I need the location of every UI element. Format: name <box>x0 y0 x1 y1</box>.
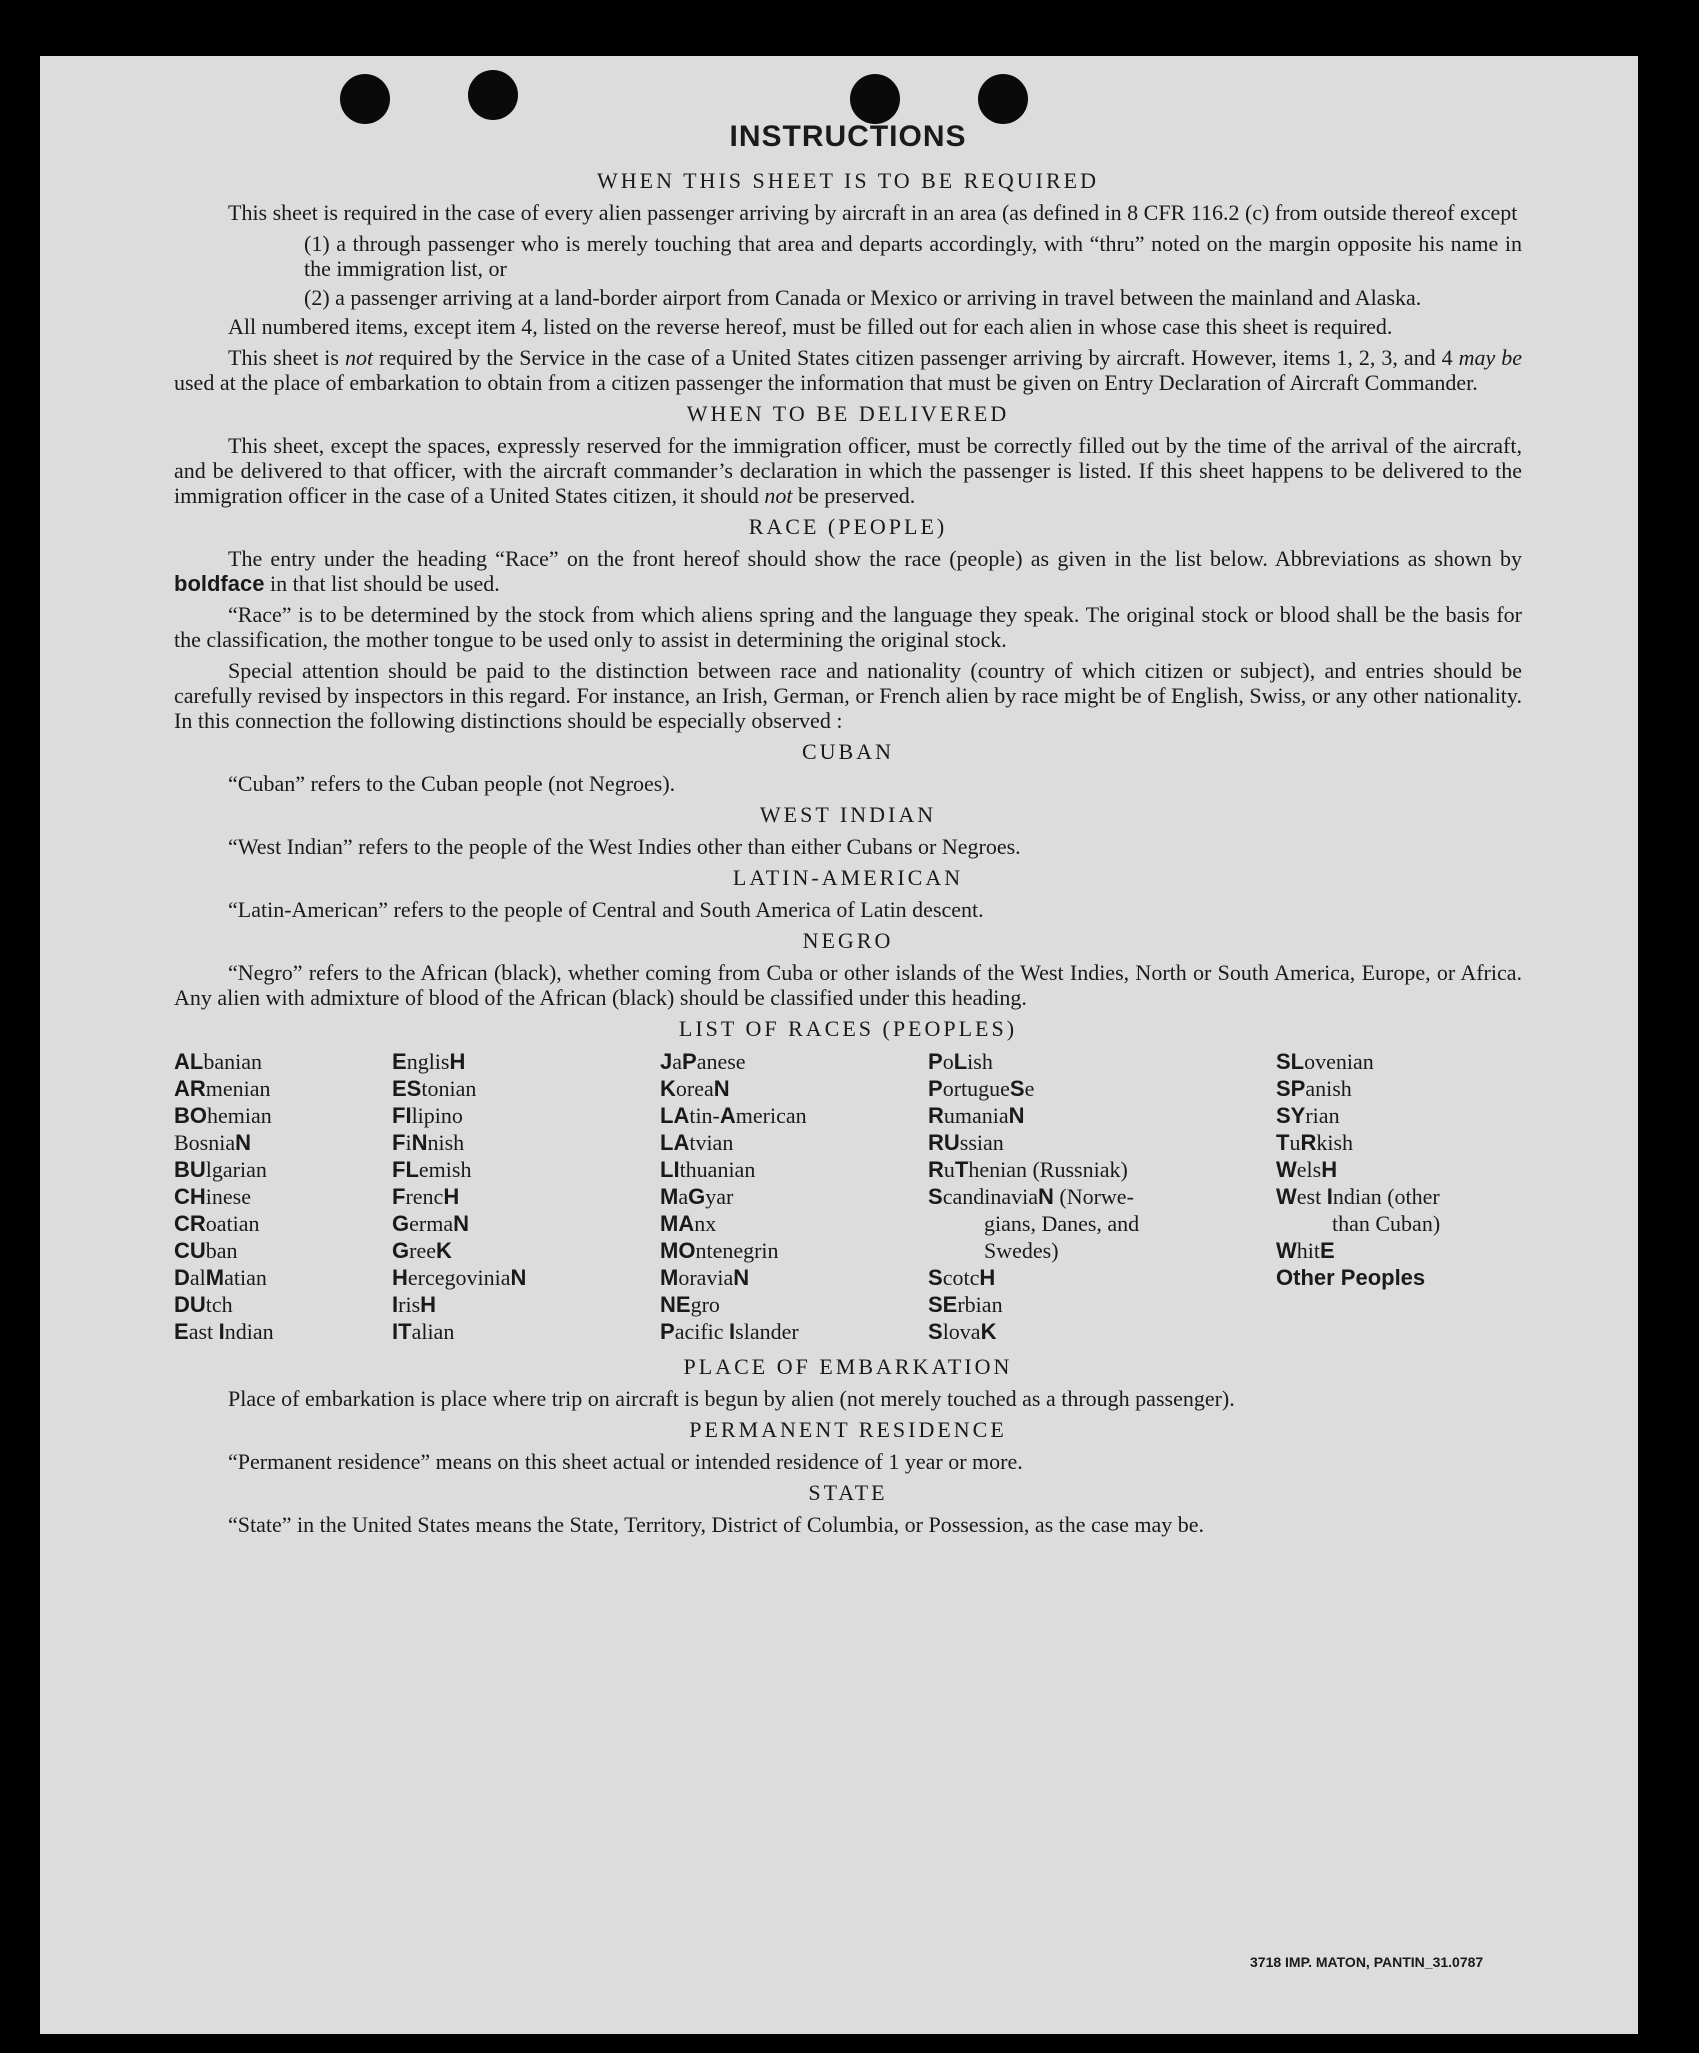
race-entry: SYrian <box>1276 1103 1340 1128</box>
heading-delivered: WHEN TO BE DELIVERED <box>686 401 1010 426</box>
race-entry: EStonian <box>392 1076 477 1101</box>
race-entry: KoreaN <box>660 1076 730 1101</box>
race-entry: SPanish <box>1276 1076 1352 1101</box>
race-entry: Pacific Islander <box>660 1319 799 1344</box>
race-entry: SLovenian <box>1276 1049 1374 1074</box>
required-paragraph-1: This sheet is required in the case of every alien passenger arriving by aircraft in an area (as defined in 8 CFR 116.2 (c) from outside thereof except <box>228 200 1518 225</box>
race-entry: East Indian <box>174 1319 274 1344</box>
required-item-1: (1) a through passenger who is merely touching that area and departs accordingly, with “thru” noted on the margin opposite his name in the immigration list, or <box>304 231 1522 281</box>
race-entry: CHinese <box>174 1184 251 1209</box>
race-column-1 <box>174 1048 274 1345</box>
race-paragraph-1: The entry under the heading “Race” on the front hereof should show the race (people) as given in the list below. Abbreviations as shown by boldface in that list should be used. <box>174 546 1522 596</box>
race-entry: ITalian <box>392 1319 455 1344</box>
heading-negro: NEGRO <box>802 928 894 953</box>
page-title: INSTRUCTIONS <box>729 120 967 153</box>
race-entry: West Indian (other <box>1276 1184 1440 1209</box>
heading-permanent-residence: PERMANENT RESIDENCE <box>689 1417 1007 1442</box>
race-entry: GermaN <box>392 1211 469 1236</box>
race-entry: LIthuanian <box>660 1157 756 1182</box>
race-entry: BUlgarian <box>174 1157 267 1182</box>
race-entry: DUtch <box>174 1292 233 1317</box>
race-entry: FiNnish <box>392 1130 465 1155</box>
race-entry: WelsH <box>1276 1157 1338 1182</box>
permanent-residence-definition: “Permanent residence” means on this sheet actual or intended residence of 1 year or more. <box>228 1449 1023 1474</box>
document-sheet <box>40 56 1638 2034</box>
race-entry: ScotcH <box>928 1265 996 1290</box>
heading-cuban: CUBAN <box>801 739 894 764</box>
race-entry: JaPanese <box>660 1049 746 1074</box>
race-entry: RUssian <box>928 1130 1004 1155</box>
race-paragraph-3: Special attention should be paid to the distinction between race and nationality (country of which citizen or subject), and entries should be carefully revised by inspectors in this regard. For instance, an Irish, German, or French alien by race might be of English, Swiss, or any other nationality. In this connection the following distinctions should be especially observed : <box>174 658 1522 733</box>
race-entry: ScandinaviaN (Norwe- <box>928 1184 1134 1209</box>
race-entry: CRoatian <box>174 1211 260 1236</box>
punch-hole <box>850 74 900 124</box>
race-entry: NEgro <box>660 1292 720 1317</box>
race-entry: FrencH <box>392 1184 460 1209</box>
race-entry: Other Peoples <box>1276 1265 1426 1290</box>
race-entry: gians, Danes, and <box>984 1211 1140 1236</box>
race-entry: LAtin-American <box>660 1103 807 1128</box>
race-entry: LAtvian <box>660 1130 734 1155</box>
race-entry: MAnx <box>660 1211 717 1236</box>
race-entry: GreeK <box>392 1238 452 1263</box>
race-entry: MOntenegrin <box>660 1238 779 1263</box>
race-entry: BosniaN <box>174 1130 252 1155</box>
race-paragraph-2: “Race” is to be determined by the stock from which aliens spring and the language they speak. The original stock or blood shall be the basis for the classification, the mother tongue to be used only to assist in determining the original stock. <box>174 602 1522 652</box>
race-column-4 <box>928 1048 1139 1345</box>
race-entry: Swedes) <box>984 1238 1059 1263</box>
embarkation-definition: Place of embarkation is place where trip on aircraft is begun by alien (not merely touched as a through passenger). <box>228 1386 1235 1411</box>
required-item-2: (2) a passenger arriving at a land-border airport from Canada or Mexico or arriving in travel between the mainland and Alaska. <box>304 285 1422 310</box>
race-list <box>174 1048 1522 1348</box>
punch-hole <box>468 70 518 120</box>
latin-american-definition: “Latin-American” refers to the people of Central and South America of Latin descent. <box>228 897 984 922</box>
race-entry: WhitE <box>1276 1238 1335 1263</box>
race-entry: RuThenian (Russniak) <box>928 1157 1128 1182</box>
race-entry: TuRkish <box>1276 1130 1354 1155</box>
race-entry: than Cuban) <box>1332 1211 1441 1236</box>
race-entry: PoLish <box>928 1049 993 1074</box>
printer-imprint: 3718 IMP. MATON, PANTIN_31.0787 <box>1250 1954 1484 1970</box>
race-entry: CUban <box>174 1238 238 1263</box>
punch-hole <box>340 74 390 124</box>
heading-state: STATE <box>808 1480 888 1505</box>
race-entry: SlovaK <box>928 1319 997 1344</box>
race-entry: SErbian <box>928 1292 1003 1317</box>
heading-west-indian: WEST INDIAN <box>759 802 937 827</box>
race-entry: MaGyar <box>660 1184 734 1209</box>
cuban-definition: “Cuban” refers to the Cuban people (not Negroes). <box>228 771 676 796</box>
race-entry: HercegoviniaN <box>392 1265 527 1290</box>
race-entry: IrisH <box>392 1292 437 1317</box>
race-column-3 <box>660 1048 807 1345</box>
race-entry: EnglisH <box>392 1049 466 1074</box>
west-indian-definition: “West Indian” refers to the people of the West Indies other than either Cubans or Negroes. <box>228 834 1021 859</box>
heading-list-of-races: LIST OF RACES (PEOPLES) <box>678 1016 1018 1041</box>
punch-hole <box>978 74 1028 124</box>
race-entry: ARmenian <box>174 1076 271 1101</box>
race-entry: RumaniaN <box>928 1103 1025 1128</box>
race-entry: FIlipino <box>392 1103 463 1128</box>
negro-definition: “Negro” refers to the African (black), whether coming from Cuba or other islands of the West Indies, North or South America, Europe, or Africa. Any alien with admixture of blood of the African (black) should be classified under this heading. <box>174 960 1522 1010</box>
heading-latin-american: LATIN-AMERICAN <box>732 865 964 890</box>
race-entry: BOhemian <box>174 1103 272 1128</box>
race-entry: FLemish <box>392 1157 472 1182</box>
heading-race: RACE (PEOPLE) <box>748 514 948 539</box>
race-column-5 <box>1276 1048 1440 1291</box>
required-paragraph-3: This sheet is not required by the Service in the case of a United States citizen passenger arriving by aircraft. However, items 1, 2, 3, and 4 may be used at the place of embarkation to obtain from a citizen passenger the information that must be given on Entry Declaration of Aircraft Commander. <box>174 345 1522 395</box>
race-entry: PortugueSe <box>928 1076 1035 1101</box>
state-definition: “State” in the United States means the State, Territory, District of Columbia, or Possession, as the case may be. <box>228 1512 1205 1537</box>
required-paragraph-2: All numbered items, except item 4, listed on the reverse hereof, must be filled out for each alien in whose case this sheet is required. <box>228 314 1393 339</box>
race-column-2 <box>392 1048 526 1345</box>
instructions-content <box>174 120 1522 1543</box>
heading-required: WHEN THIS SHEET IS TO BE REQUIRED <box>597 168 1099 193</box>
delivered-paragraph: This sheet, except the spaces, expressly reserved for the immigration officer, must be correctly filled out by the time of the arrival of the aircraft, and be delivered to that officer, with the aircraft commander’s declaration in which the passenger is listed. If this sheet happens to be delivered to the immigration officer in the case of a United States citizen, it should not be preserved. <box>174 433 1522 508</box>
race-entry: DalMatian <box>174 1265 267 1290</box>
race-entry: ALbanian <box>174 1049 262 1074</box>
race-entry: MoraviaN <box>660 1265 750 1290</box>
heading-embarkation: PLACE OF EMBARKATION <box>683 1354 1013 1379</box>
